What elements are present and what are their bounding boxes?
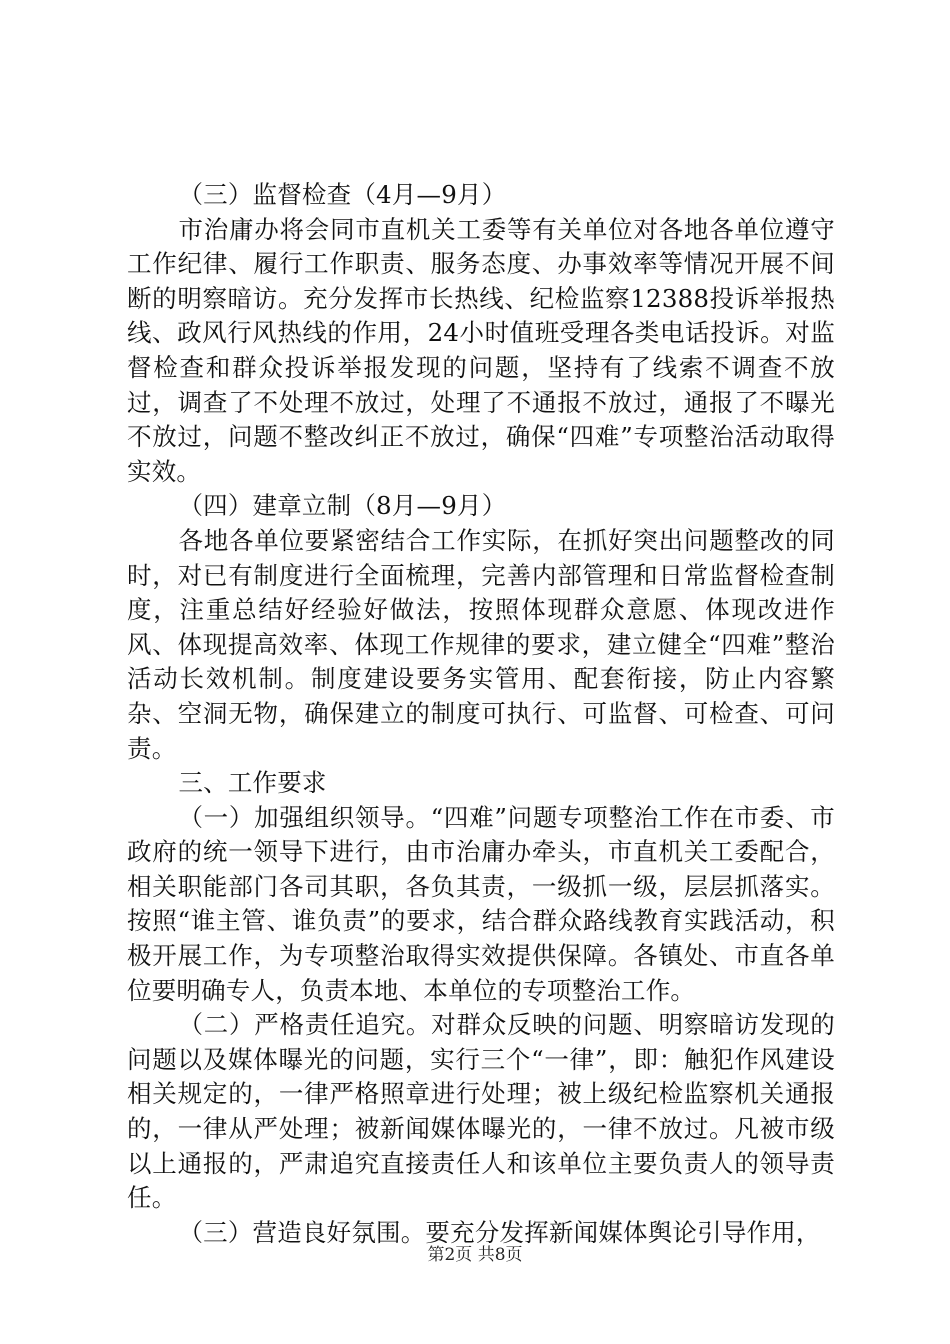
section-heading-supervision: （三）监督检查（4月—9月） — [178, 180, 507, 209]
paragraph-accountability: （二）严格责任追究。对群众反映的问题、明察暗访发现的问题以及媒体曝光的问题，实行三个“一律”，即：触犯作风建设相关规定的，一律严格照章进行处理；被上级纪检监察机关通报的，一律从严处理；被新闻媒体曝光的，一律不放过。凡被市级以上通报的，严肃追究直接责任人和该单位主要负责人的领导责任。 — [127, 1010, 835, 1213]
paragraph-regulations: 各地各单位要紧密结合工作实际，在抓好突出问题整改的同时，对已有制度进行全面梳理，完善内部管理和日常监督检查制度，注重总结好经验好做法，按照体现群众意愿、体现改进作风、体现提高效率、体现工作规律的要求，建立健全“四难”整治活动长效机制。制度建设要务实管用、配套衔接，防止内容繁杂、空洞无物，确保建立的制度可执行、可监督、可检查、可问责。 — [127, 525, 835, 763]
section-heading-regulations: （四）建章立制（8月—9月） — [178, 491, 507, 521]
paragraph-supervision: 市治庸办将会同市直机关工委等有关单位对各地各单位遵守工作纪律、履行工作职责、服务态度、办事效率等情况开展不间断的明察暗访。充分发挥市长热线、纪检监察12388投诉举报热线、政风行风热线的作用，24小时值班受理各类电话投诉。对监督检查和群众投诉举报发现的问题，坚持有了线索不调查不放过，调查了不处理不放过，处理了不通报不放过，通报了不曝光不放过，问题不整改纠正不放过，确保“四难”专项整治活动取得实效。 — [127, 214, 835, 486]
document-body — [127, 178, 835, 1250]
page-number-footer: 第2页 共8页 — [427, 1245, 523, 1265]
paragraph-atmosphere: （三）营造良好氛围。要充分发挥新闻媒体舆论引导作用， — [178, 1217, 821, 1247]
section-heading-work-requirements: 三、工作要求 — [178, 768, 327, 798]
paragraph-organization-leadership: （一）加强组织领导。“四难”问题专项整治工作在市委、市政府的统一领导下进行，由市治庸办牵头，市直机关工委配合，相关职能部门各司其职，各负其责，一级抓一级，层层抓落实。按照“谁主管、谁负责”的要求，结合群众路线教育实践活动，积极开展工作，为专项整治取得实效提供保障。各镇处、市直各单位要明确专人，负责本地、本单位的专项整治工作。 — [127, 802, 835, 1005]
